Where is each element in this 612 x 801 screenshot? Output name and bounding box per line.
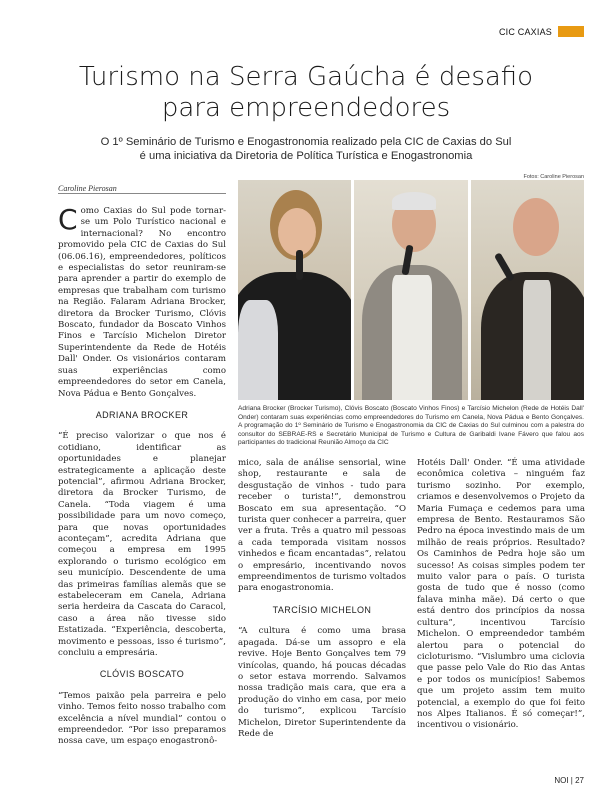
photo-adriana-brocker xyxy=(238,180,351,400)
body-paragraph: “A cultura é como uma brasa apagada. Dá-se um assopro e ela revive. Hoje Bento Gonçalves tem 79 vinícolas, quando, há poucas décadas o setor estava morrendo. Salvamos nossa tradição mais cara, que era a produção do vinho em casa, por meio do turismo”, explicou Tarcísio Michelon, Diretor Superintendente da Rede de xyxy=(238,626,406,739)
speaker-face xyxy=(278,208,316,256)
heading-adriana-brocker: ADRIANA BROCKER xyxy=(95,409,189,420)
article-subtitle xyxy=(40,135,572,163)
column-1 xyxy=(58,203,226,754)
title-line-1: Turismo na Serra Gaúcha é desafio xyxy=(78,62,534,92)
author-byline: Caroline Pierosan xyxy=(58,184,117,193)
speaker-shirt xyxy=(523,280,551,400)
column-2 xyxy=(238,458,406,746)
section-accent-bar xyxy=(558,26,584,37)
intro-paragraph xyxy=(58,203,226,400)
article-title xyxy=(40,62,572,124)
title-line-2: para empreendedores xyxy=(161,93,451,123)
photo-clovis-boscato xyxy=(354,180,467,400)
speaker-hair xyxy=(392,192,436,210)
body-paragraph: “Temos paixão pela parreira e pelo vinho. Temos feito nosso trabalho com excelência a nível mundial” contou o empreendedor. “Por isso preparamos nossa cave, um espaço enogastronô- xyxy=(58,690,226,747)
photo-tarcisio-michelon xyxy=(471,180,584,400)
byline-divider xyxy=(58,193,226,194)
photo-strip xyxy=(238,180,584,400)
body-paragraph: Hotéis Dall' Onder. “É uma atividade econômica coletiva – ninguém faz turismo sozinho. Por exemplo, criamos e desenvolvemos o Projeto da Maria Fumaça e cedemos para uma empresa de Bento. Restauramos São Pedro na época investindo mais de um milhão de reais próprios. Resultado? Os Caminhos de Pedra hoje são um sucesso! As coisas simples podem ter muito valor para o país. O turista gosta de tudo que é nosso (como falava minha mãe). Dá certo o que está dentro dos princípios da nossa cultura”, incentivou Tarcísio Michelon. O empreendedor também alertou para o potencial do cicloturismo. “Vislumbro uma ciclovia que passe pelo Vale do Rio das Antas e por todos os municípios! Sabemos que um projeto assim tem muito potencial, a exemplo do que foi feito nos Alpes Italianos. É só começar!”, incentivou o visionário. xyxy=(417,458,585,731)
intro-text: omo Caxias do Sul pode tornar-se um Polo Turístico nacional e internacional? No encontro promovido pela CIC de Caxias do Sul (06.06.16), empreendedores, políticos e especialistas do setor reuniram-se para aprender a partir do exemplo de empresas que trabalham com turismo na Região. Falaram Adriana Brocker, diretora da Brocker Turismo, Clóvis Boscato, fundador da Boscato Vinhos Finos e Tarcísio Michelon Diretor Superintendente da Rede de Hotéis Dall' Onder. Os visionários contaram suas experiências como empreendedores do setor em Canela, Nova Pádua e Bento Gonçalves. xyxy=(58,206,226,399)
photo-caption: Adriana Brocker (Brocker Turismo), Clóvis Boscato (Boscato Vinhos Finos) e Tarcísio Michelon (Rede de Hotéis Dall' Onder) contaram suas experiências como empreendedores do Turismo em Canela, Nova Pádua e Bento Gonçalves. A programação do 1º Seminário de Turismo e Enogastronomia da CIC de Caxias do Sul culminou com a palestra do consultor do SEBRAE-RS e Secretário Municipal de Turismo e Cultura de Garibaldi Ivane Fávero que falou aos participantes do tradicional Reunião Almoço da CIC xyxy=(238,405,584,447)
heading-clovis-boscato: CLÓVIS BOSCATO xyxy=(99,669,185,680)
page-folio: NOI | 27 xyxy=(554,776,584,785)
body-paragraph: “É preciso valorizar o que nos é cotidiano, identificar as oportunidades e planejar estrategicamente a aplicação deste potencial”, afirmou Adriana Brocker, diretora da Brocker Turismo, de Canela. “Toda viagem é uma possibilidade para um novo começo, para que novas oportunidades aconteçam”, acredita Adriana que começou a empresa em 1995 explorando o turismo ecológico em seu município. Descendente de uma das primeiras famílias alemãs que se estabeleceram em Canela, Adriana seria herdeira da Cascata do Caracol, caso a área não tivesse sido Estatizada. “Experiência, descoberta, movimento e pessoas, isso é turismo”, concluiu a empresária. xyxy=(58,431,226,659)
subtitle-line-2: é uma iniciativa da Diretoria de Política Turística e Enogastronomia xyxy=(139,150,473,162)
subtitle-line-1: O 1º Seminário de Turismo e Enogastronomia realizado pela CIC de Caxias do Sul xyxy=(100,136,512,148)
section-label: CIC CAXIAS xyxy=(498,26,552,37)
heading-tarcisio-michelon: TARCÍSIO MICHELON xyxy=(272,604,372,615)
column-3 xyxy=(417,458,585,738)
microphone-icon xyxy=(296,250,303,280)
body-paragraph: mico, sala de análise sensorial, wine shop, restaurante e sala de desgustação de vinhos - tudo para receber o turista!”, demonstrou Boscato em sua apresentação. “O turista quer conhecer a parreira, quer ver a fruta. Três a quatro mil pessoas a cada temporada visitam nossos vinhedos e ficam encantadas”, relatou o empresário, incentivando novos empreendimentos de turismo voltados para enogastronomia. xyxy=(238,458,406,594)
section-tag xyxy=(499,26,584,37)
speaker-shirt xyxy=(392,275,432,400)
foreground-figure xyxy=(238,300,278,400)
photo-credit: Fotos: Caroline Pierosan xyxy=(523,174,584,180)
speaker-face xyxy=(513,198,559,256)
drop-cap: C xyxy=(58,203,78,236)
